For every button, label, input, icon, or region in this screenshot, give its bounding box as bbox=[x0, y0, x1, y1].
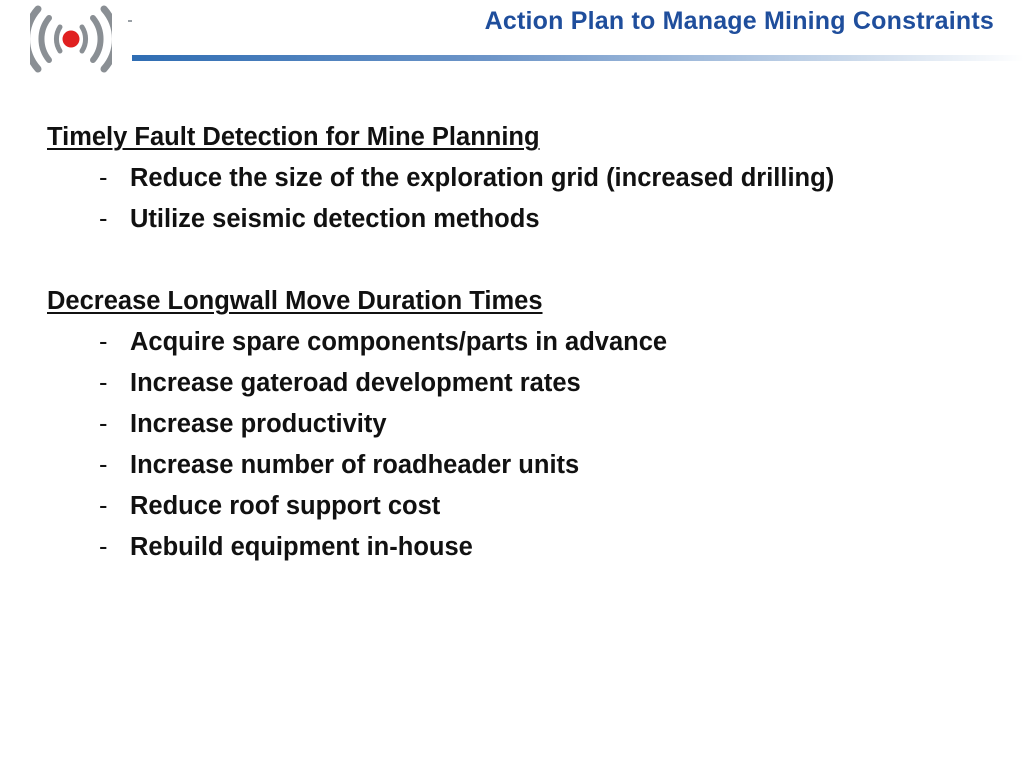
dash-bullet: - bbox=[99, 205, 108, 233]
list-item bbox=[47, 363, 1007, 404]
dash-bullet: - bbox=[99, 369, 108, 397]
list-item bbox=[47, 322, 1007, 363]
dash-bullet: - bbox=[99, 533, 108, 561]
list-item-text: Utilize seismic detection methods bbox=[130, 205, 540, 233]
dash-bullet: - bbox=[99, 164, 108, 192]
list-item bbox=[47, 404, 1007, 445]
dash-bullet: - bbox=[99, 328, 108, 356]
dash-bullet: - bbox=[99, 451, 108, 479]
list-item bbox=[47, 158, 1007, 199]
list-item-text: Acquire spare components/parts in advance bbox=[130, 328, 668, 356]
bullet-list bbox=[47, 158, 1007, 240]
list-item bbox=[47, 445, 1007, 486]
bullet-list bbox=[47, 322, 1007, 568]
list-item-text: Increase number of roadheader units bbox=[130, 451, 580, 479]
wireless-signal-icon bbox=[30, 4, 112, 74]
section-longwall-move bbox=[47, 281, 1007, 568]
list-item-text: Reduce the size of the exploration grid (increased drilling) bbox=[130, 164, 835, 192]
list-item-text: Increase gateroad development rates bbox=[130, 369, 581, 397]
dash-bullet: - bbox=[99, 410, 108, 438]
list-item-text: Rebuild equipment in-house bbox=[130, 533, 473, 561]
section-fault-detection bbox=[47, 117, 1007, 240]
slide-body bbox=[47, 117, 1007, 568]
slide-title: Action Plan to Manage Mining Constraints bbox=[484, 7, 994, 35]
title-divider bbox=[132, 55, 1024, 61]
section-heading: Timely Fault Detection for Mine Planning bbox=[47, 123, 540, 151]
list-item bbox=[47, 527, 1007, 568]
list-item bbox=[47, 486, 1007, 527]
list-item-text: Increase productivity bbox=[130, 410, 387, 438]
list-item bbox=[47, 199, 1007, 240]
dash-bullet: - bbox=[99, 492, 108, 520]
section-heading: Decrease Longwall Move Duration Times bbox=[47, 287, 543, 315]
logo-divider-mark bbox=[128, 20, 132, 22]
list-item-text: Reduce roof support cost bbox=[130, 492, 441, 520]
